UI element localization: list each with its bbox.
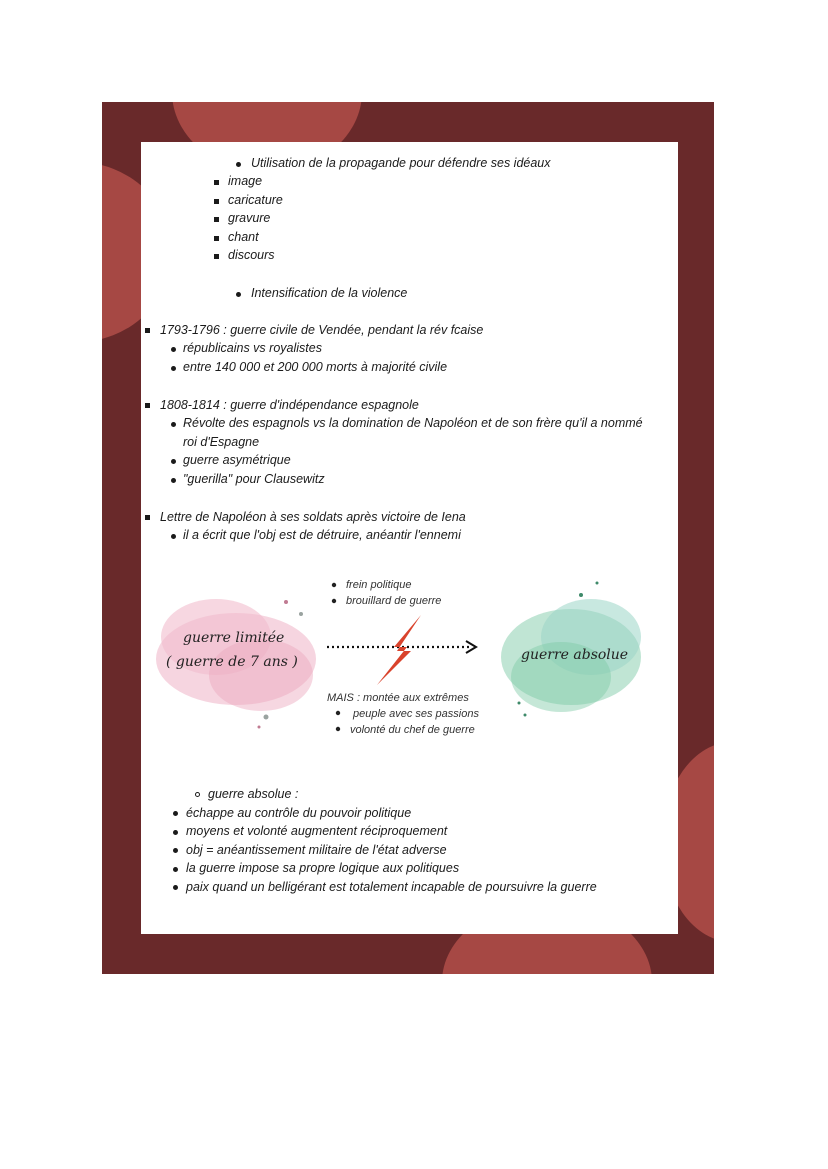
list-item: républicains vs royalistes — [183, 341, 322, 355]
list-item: discours — [228, 248, 275, 262]
list-item: entre 140 000 et 200 000 morts à majorité civile — [183, 360, 448, 374]
right-war-label: guerre absolue — [521, 647, 629, 663]
note-sheet — [141, 142, 678, 934]
lettre-title: Lettre de Napoléon à ses soldats après victoire de Iena — [160, 510, 466, 524]
list-item: obj = anéantissement militaire de l'état adverse — [186, 843, 447, 857]
left-war-label: guerre limitée — [183, 630, 285, 646]
list-item: Révolte des espagnols vs la domination de Napoléon et de son frère qu'il a nommé — [183, 416, 643, 430]
list-item: gravure — [228, 211, 271, 225]
absolue-title: guerre absolue : — [208, 787, 299, 801]
list-item: paix quand un belligérant est totalement incapable de poursuivre la guerre — [186, 880, 597, 894]
diagram-top-item: brouillard de guerre — [346, 595, 442, 607]
diagram-bottom-item: peuple avec ses passions — [353, 708, 479, 720]
diagram-top-item: frein politique — [346, 579, 412, 591]
list-item: chant — [228, 230, 259, 244]
list-item: image — [228, 174, 263, 188]
list-item: échappe au contrôle du pouvoir politique — [186, 806, 412, 820]
list-item: la guerre impose sa propre logique aux politiques — [186, 861, 460, 875]
list-item: moyens et volonté augmentent réciproquement — [186, 824, 448, 838]
list-item: caricature — [228, 193, 283, 207]
vendee-title: 1793-1796 : guerre civile de Vendée, pendant la rév fcaise — [160, 323, 484, 337]
left-war-sublabel: ( guerre de 7 ans ) — [166, 654, 298, 670]
diagram-bottom-item: volonté du chef de guerre — [350, 724, 475, 736]
lightning-icon — [377, 615, 421, 685]
list-item: guerre asymétrique — [183, 453, 291, 467]
propaganda-line: Utilisation de la propagande pour défendre ses idéaux — [251, 156, 551, 170]
espagne-title: 1808-1814 : guerre d'indépendance espagnole — [160, 398, 419, 412]
violence-line: Intensification de la violence — [251, 286, 408, 300]
list-item: il a écrit que l'obj est de détruire, anéantir l'ennemi — [183, 528, 461, 542]
list-item: "guerilla" pour Clausewitz — [183, 472, 325, 486]
mais-line: MAIS : montée aux extrêmes — [327, 692, 469, 704]
list-item-continuation: roi d'Espagne — [183, 435, 260, 449]
